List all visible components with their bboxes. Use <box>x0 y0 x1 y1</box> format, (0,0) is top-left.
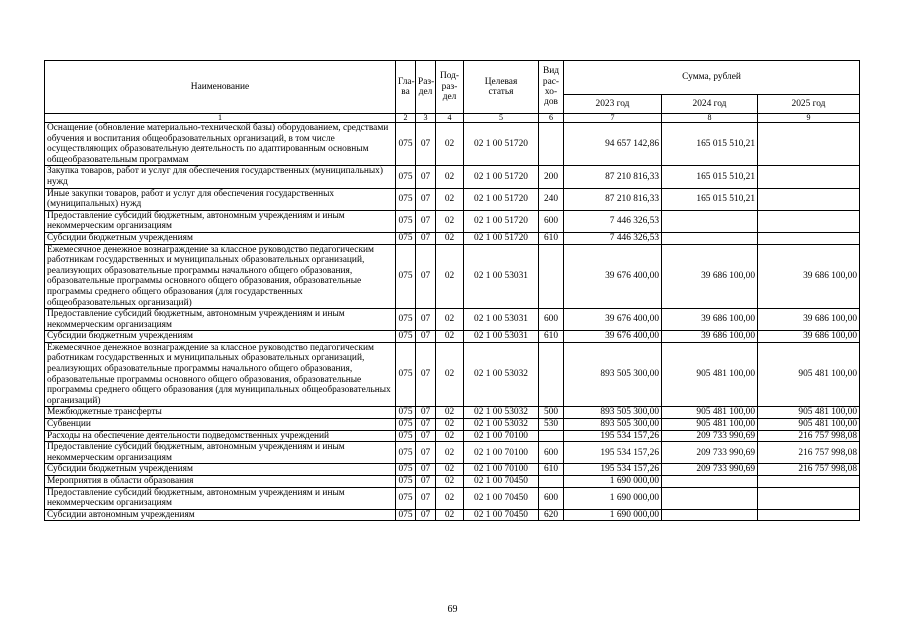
row-target: 02 1 00 53032 <box>464 342 539 407</box>
row-glava: 075 <box>396 464 416 476</box>
col-number: 9 <box>758 114 860 123</box>
row-podrazdel: 02 <box>436 464 464 476</box>
row-podrazdel: 02 <box>436 430 464 442</box>
header-year-2023: 2023 год <box>564 94 662 113</box>
row-name: Субсидии бюджетным учреждениям <box>45 331 396 343</box>
row-podrazdel: 02 <box>436 342 464 407</box>
row-name: Оснащение (обновление материально-технической базы) оборудованием, средствами обучения и воспитания общеобразовательных организаций, в том числе осуществляющих образовательную деятельность по адаптированным основным общеобразовательным программам <box>45 123 396 166</box>
row-target: 02 1 00 70450 <box>464 487 539 509</box>
row-target: 02 1 00 53032 <box>464 407 539 419</box>
row-glava: 075 <box>396 244 416 309</box>
table-row <box>45 244 860 309</box>
header-sum: Сумма, рублей <box>564 61 860 95</box>
row-podrazdel: 02 <box>436 331 464 343</box>
row-razdel: 07 <box>416 509 436 521</box>
row-amount-2023: 39 676 400,00 <box>564 244 662 309</box>
row-amount-2024 <box>662 509 758 521</box>
row-vid <box>539 430 564 442</box>
header-target: Целевая статья <box>464 61 539 114</box>
row-amount-2024: 905 481 100,00 <box>662 419 758 431</box>
row-razdel: 07 <box>416 232 436 244</box>
row-amount-2025: 905 481 100,00 <box>758 407 860 419</box>
row-glava: 075 <box>396 331 416 343</box>
row-amount-2024: 165 015 510,21 <box>662 188 758 210</box>
row-vid: 600 <box>539 210 564 232</box>
page-number: 69 <box>447 604 458 615</box>
row-razdel: 07 <box>416 244 436 309</box>
row-target: 02 1 00 70100 <box>464 430 539 442</box>
row-podrazdel: 02 <box>436 244 464 309</box>
row-target: 02 1 00 51720 <box>464 188 539 210</box>
row-amount-2024: 39 686 100,00 <box>662 309 758 331</box>
row-razdel: 07 <box>416 476 436 488</box>
row-target: 02 1 00 53032 <box>464 419 539 431</box>
row-vid: 600 <box>539 309 564 331</box>
row-amount-2023: 893 505 300,00 <box>564 342 662 407</box>
col-number: 1 <box>45 114 396 123</box>
row-amount-2025 <box>758 188 860 210</box>
row-target: 02 1 00 70450 <box>464 509 539 521</box>
row-razdel: 07 <box>416 442 436 464</box>
row-amount-2024: 165 015 510,21 <box>662 123 758 166</box>
row-target: 02 1 00 53031 <box>464 331 539 343</box>
row-name: Закупка товаров, работ и услуг для обеспечения государственных (муниципальных) нужд <box>45 166 396 188</box>
row-razdel: 07 <box>416 407 436 419</box>
row-glava: 075 <box>396 509 416 521</box>
row-amount-2025 <box>758 166 860 188</box>
row-amount-2023: 7 446 326,53 <box>564 232 662 244</box>
row-name: Ежемесячное денежное вознаграждение за классное руководство педагогическим работникам государственных и муниципальных образовательных организаций, реализующих образовательные программы начального общего образования, образовательные программы основного общего образования, образовательные программы среднего общего образования (для муниципальных общеобразовательных организаций) <box>45 342 396 407</box>
row-name: Субсидии бюджетным учреждениям <box>45 232 396 244</box>
row-amount-2024: 39 686 100,00 <box>662 244 758 309</box>
row-amount-2023: 195 534 157,26 <box>564 430 662 442</box>
table-row <box>45 342 860 407</box>
row-vid: 620 <box>539 509 564 521</box>
table-row <box>45 210 860 232</box>
row-razdel: 07 <box>416 331 436 343</box>
row-glava: 075 <box>396 166 416 188</box>
row-amount-2023: 7 446 326,53 <box>564 210 662 232</box>
row-amount-2023: 893 505 300,00 <box>564 419 662 431</box>
row-vid <box>539 244 564 309</box>
row-amount-2024: 209 733 990,69 <box>662 442 758 464</box>
row-amount-2023: 1 690 000,00 <box>564 476 662 488</box>
row-amount-2024 <box>662 232 758 244</box>
row-amount-2025 <box>758 210 860 232</box>
col-number: 3 <box>416 114 436 123</box>
row-target: 02 1 00 70450 <box>464 476 539 488</box>
row-target: 02 1 00 51720 <box>464 210 539 232</box>
row-vid: 610 <box>539 232 564 244</box>
row-amount-2024: 905 481 100,00 <box>662 407 758 419</box>
row-vid <box>539 476 564 488</box>
row-amount-2023: 195 534 157,26 <box>564 464 662 476</box>
header-razdel: Раз- дел <box>416 61 436 114</box>
row-target: 02 1 00 51720 <box>464 123 539 166</box>
row-podrazdel: 02 <box>436 487 464 509</box>
row-amount-2023: 1 690 000,00 <box>564 487 662 509</box>
row-amount-2025: 905 481 100,00 <box>758 419 860 431</box>
row-target: 02 1 00 51720 <box>464 232 539 244</box>
header-year-2025: 2025 год <box>758 94 860 113</box>
row-razdel: 07 <box>416 188 436 210</box>
row-glava: 075 <box>396 309 416 331</box>
row-vid: 610 <box>539 331 564 343</box>
row-amount-2024: 39 686 100,00 <box>662 331 758 343</box>
row-amount-2023: 39 676 400,00 <box>564 331 662 343</box>
row-target: 02 1 00 70100 <box>464 442 539 464</box>
table-row <box>45 309 860 331</box>
row-name: Предоставление субсидий бюджетным, автономным учреждениям и иным некоммерческим организациям <box>45 487 396 509</box>
table-row <box>45 464 860 476</box>
row-podrazdel: 02 <box>436 210 464 232</box>
col-number: 6 <box>539 114 564 123</box>
row-amount-2023: 94 657 142,86 <box>564 123 662 166</box>
row-podrazdel: 02 <box>436 407 464 419</box>
row-amount-2025: 39 686 100,00 <box>758 244 860 309</box>
table-row <box>45 442 860 464</box>
table-row <box>45 166 860 188</box>
row-amount-2025: 905 481 100,00 <box>758 342 860 407</box>
row-glava: 075 <box>396 476 416 488</box>
row-razdel: 07 <box>416 342 436 407</box>
table-row <box>45 188 860 210</box>
col-number: 2 <box>396 114 416 123</box>
row-glava: 075 <box>396 430 416 442</box>
header-name: Наименование <box>45 61 396 114</box>
row-vid <box>539 342 564 407</box>
row-amount-2025 <box>758 476 860 488</box>
row-vid <box>539 123 564 166</box>
row-amount-2023: 1 690 000,00 <box>564 509 662 521</box>
col-number: 7 <box>564 114 662 123</box>
col-number: 5 <box>464 114 539 123</box>
row-podrazdel: 02 <box>436 123 464 166</box>
row-name: Субсидии автономным учреждениям <box>45 509 396 521</box>
row-amount-2025 <box>758 123 860 166</box>
row-name: Межбюджетные трансферты <box>45 407 396 419</box>
row-amount-2023: 39 676 400,00 <box>564 309 662 331</box>
row-razdel: 07 <box>416 419 436 431</box>
col-number: 4 <box>436 114 464 123</box>
row-vid: 610 <box>539 464 564 476</box>
table-row <box>45 430 860 442</box>
row-amount-2025 <box>758 509 860 521</box>
row-podrazdel: 02 <box>436 509 464 521</box>
row-razdel: 07 <box>416 309 436 331</box>
row-target: 02 1 00 53031 <box>464 309 539 331</box>
row-amount-2025: 39 686 100,00 <box>758 331 860 343</box>
table-row <box>45 487 860 509</box>
row-podrazdel: 02 <box>436 442 464 464</box>
row-glava: 075 <box>396 232 416 244</box>
row-name: Мероприятия в области образования <box>45 476 396 488</box>
table-row <box>45 232 860 244</box>
row-glava: 075 <box>396 487 416 509</box>
row-podrazdel: 02 <box>436 166 464 188</box>
row-amount-2025 <box>758 232 860 244</box>
table-row <box>45 407 860 419</box>
row-name: Предоставление субсидий бюджетным, автономным учреждениям и иным некоммерческим организациям <box>45 210 396 232</box>
row-amount-2024 <box>662 476 758 488</box>
row-amount-2025: 216 757 998,08 <box>758 430 860 442</box>
row-glava: 075 <box>396 210 416 232</box>
row-glava: 075 <box>396 419 416 431</box>
row-amount-2025: 216 757 998,08 <box>758 464 860 476</box>
row-razdel: 07 <box>416 487 436 509</box>
row-podrazdel: 02 <box>436 232 464 244</box>
row-name: Предоставление субсидий бюджетным, автономным учреждениям и иным некоммерческим организациям <box>45 442 396 464</box>
row-amount-2023: 195 534 157,26 <box>564 442 662 464</box>
row-name: Субвенции <box>45 419 396 431</box>
row-amount-2023: 87 210 816,33 <box>564 188 662 210</box>
row-razdel: 07 <box>416 123 436 166</box>
row-amount-2023: 87 210 816,33 <box>564 166 662 188</box>
row-amount-2024: 209 733 990,69 <box>662 430 758 442</box>
row-razdel: 07 <box>416 464 436 476</box>
row-glava: 075 <box>396 442 416 464</box>
budget-table <box>44 60 860 521</box>
row-amount-2024: 209 733 990,69 <box>662 464 758 476</box>
row-glava: 075 <box>396 123 416 166</box>
row-glava: 075 <box>396 342 416 407</box>
row-target: 02 1 00 53031 <box>464 244 539 309</box>
row-podrazdel: 02 <box>436 309 464 331</box>
row-target: 02 1 00 70100 <box>464 464 539 476</box>
header-podrazdel: Под- раз- дел <box>436 61 464 114</box>
row-vid: 500 <box>539 407 564 419</box>
row-glava: 075 <box>396 188 416 210</box>
header-vid: Вид рас- хо- дов <box>539 61 564 114</box>
row-amount-2024: 905 481 100,00 <box>662 342 758 407</box>
row-target: 02 1 00 51720 <box>464 166 539 188</box>
row-amount-2024 <box>662 210 758 232</box>
row-podrazdel: 02 <box>436 188 464 210</box>
row-vid: 530 <box>539 419 564 431</box>
row-razdel: 07 <box>416 210 436 232</box>
row-name: Субсидии бюджетным учреждениям <box>45 464 396 476</box>
header-glava: Гла- ва <box>396 61 416 114</box>
table-row <box>45 509 860 521</box>
row-vid: 600 <box>539 487 564 509</box>
row-amount-2023: 893 505 300,00 <box>564 407 662 419</box>
table-row <box>45 419 860 431</box>
row-amount-2025: 39 686 100,00 <box>758 309 860 331</box>
row-name: Ежемесячное денежное вознаграждение за классное руководство педагогическим работникам государственных и муниципальных образовательных организаций, реализующих образовательные программы начального общего образования, образовательные программы основного общего образования, образовательные программы среднего общего образования (для государственных общеобразовательных организаций) <box>45 244 396 309</box>
table-row <box>45 123 860 166</box>
row-name: Иные закупки товаров, работ и услуг для обеспечения государственных (муниципальных) нужд <box>45 188 396 210</box>
row-vid: 600 <box>539 442 564 464</box>
row-amount-2024 <box>662 487 758 509</box>
row-name: Расходы на обеспечение деятельности подведомственных учреждений <box>45 430 396 442</box>
col-number: 8 <box>662 114 758 123</box>
row-podrazdel: 02 <box>436 419 464 431</box>
row-vid: 240 <box>539 188 564 210</box>
row-amount-2025: 216 757 998,08 <box>758 442 860 464</box>
row-glava: 075 <box>396 407 416 419</box>
row-name: Предоставление субсидий бюджетным, автономным учреждениям и иным некоммерческим организациям <box>45 309 396 331</box>
table-row <box>45 476 860 488</box>
row-amount-2024: 165 015 510,21 <box>662 166 758 188</box>
row-razdel: 07 <box>416 430 436 442</box>
row-vid: 200 <box>539 166 564 188</box>
row-amount-2025 <box>758 487 860 509</box>
row-razdel: 07 <box>416 166 436 188</box>
row-podrazdel: 02 <box>436 476 464 488</box>
table-row <box>45 331 860 343</box>
header-year-2024: 2024 год <box>662 94 758 113</box>
